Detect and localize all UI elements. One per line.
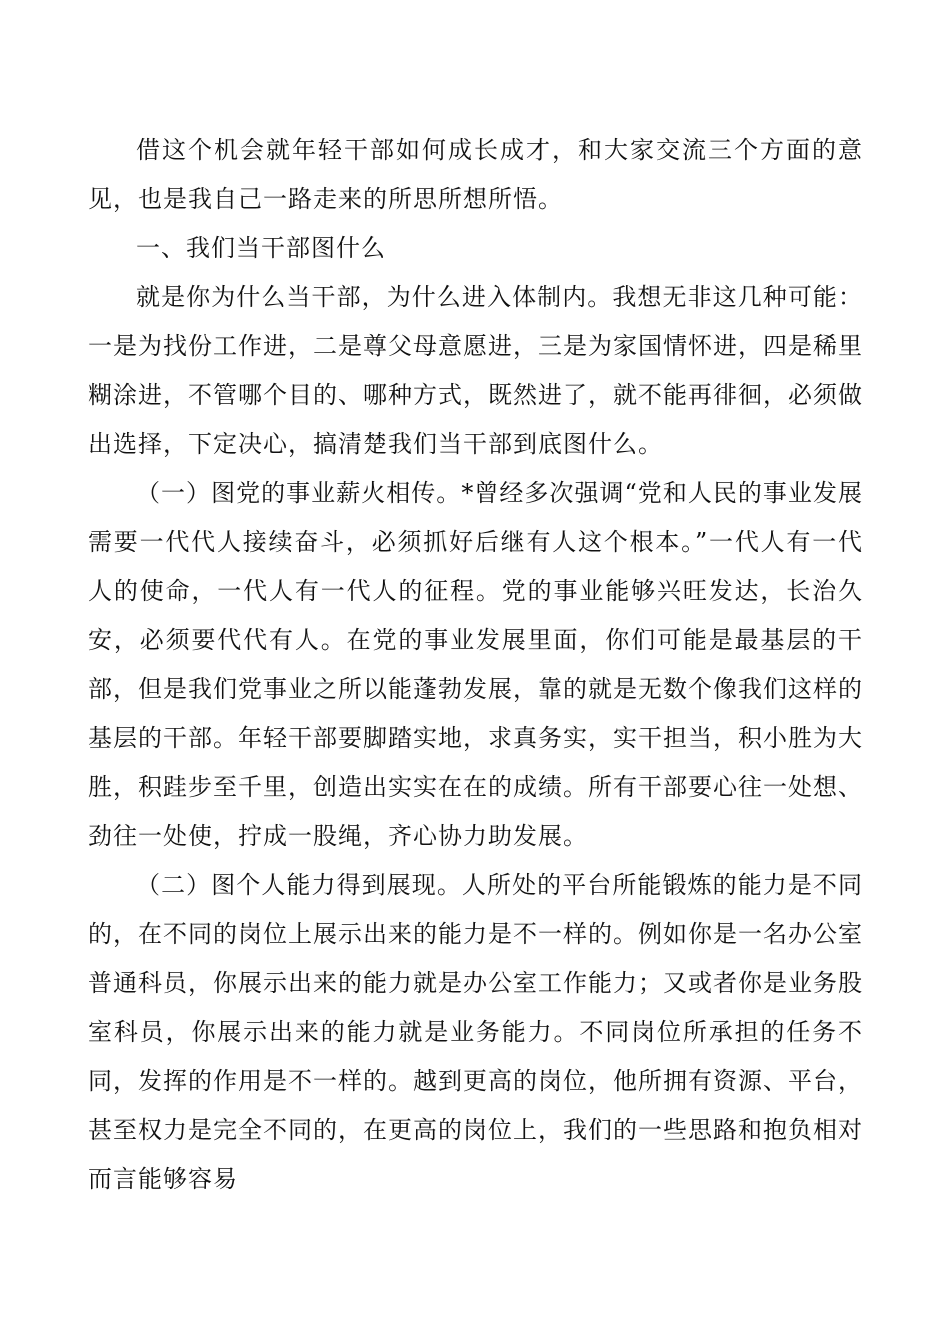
intro-paragraph: 借这个机会就年轻干部如何成长成才，和大家交流三个方面的意见，也是我自己一路走来的所思所想所悟。 — [88, 136, 863, 213]
section-heading: 一、我们当干部图什么 — [136, 234, 386, 262]
subsection-paragraph-2: （二）图个人能力得到展现。人所处的平台所能锻炼的能力是不同的，在不同的岗位上展示出来的能力是不一样的。例如你是一名办公室普通科员，你展示出来的能力就是办公室工作能力；又或者你是业务股室科员，你展示出来的能力就是业务能力。不同岗位所承担的任务不同，发挥的作用是不一样的。越到更高的岗位，他所拥有资源、平台，甚至权力是完全不同的，在更高的岗位上，我们的一些思路和抱负相对而言能够容易 — [88, 871, 863, 1193]
subsection-paragraph-1: （一）图党的事业薪火相传。*曾经多次强调“党和人民的事业发展需要一代代人接续奋斗，必须抓好后继有人这个根本。”一代人有一代人的使命，一代人有一代人的征程。党的事业能够兴旺发达，长治久安，必须要代代有人。在党的事业发展里面，你们可能是最基层的干部，但是我们党事业之所以能蓬勃发展，靠的就是无数个像我们这样的基层的干部。年轻干部要脚踏实地，求真务实，实干担当，积小胜为大胜，积跬步至千里，创造出实实在在的成绩。所有干部要心往一处想、劲往一处使，拧成一股绳，齐心协力助发展。 — [88, 479, 863, 850]
section-paragraph: 就是你为什么当干部，为什么进入体制内。我想无非这几种可能：一是为找份工作进，二是尊父母意愿进，三是为家国情怀进，四是稀里糊涂进，不管哪个目的、哪种方式，既然进了，就不能再徘徊，必须做出选择，下定决心，搞清楚我们当干部到底图什么。 — [88, 283, 863, 458]
document-body — [88, 126, 863, 1204]
